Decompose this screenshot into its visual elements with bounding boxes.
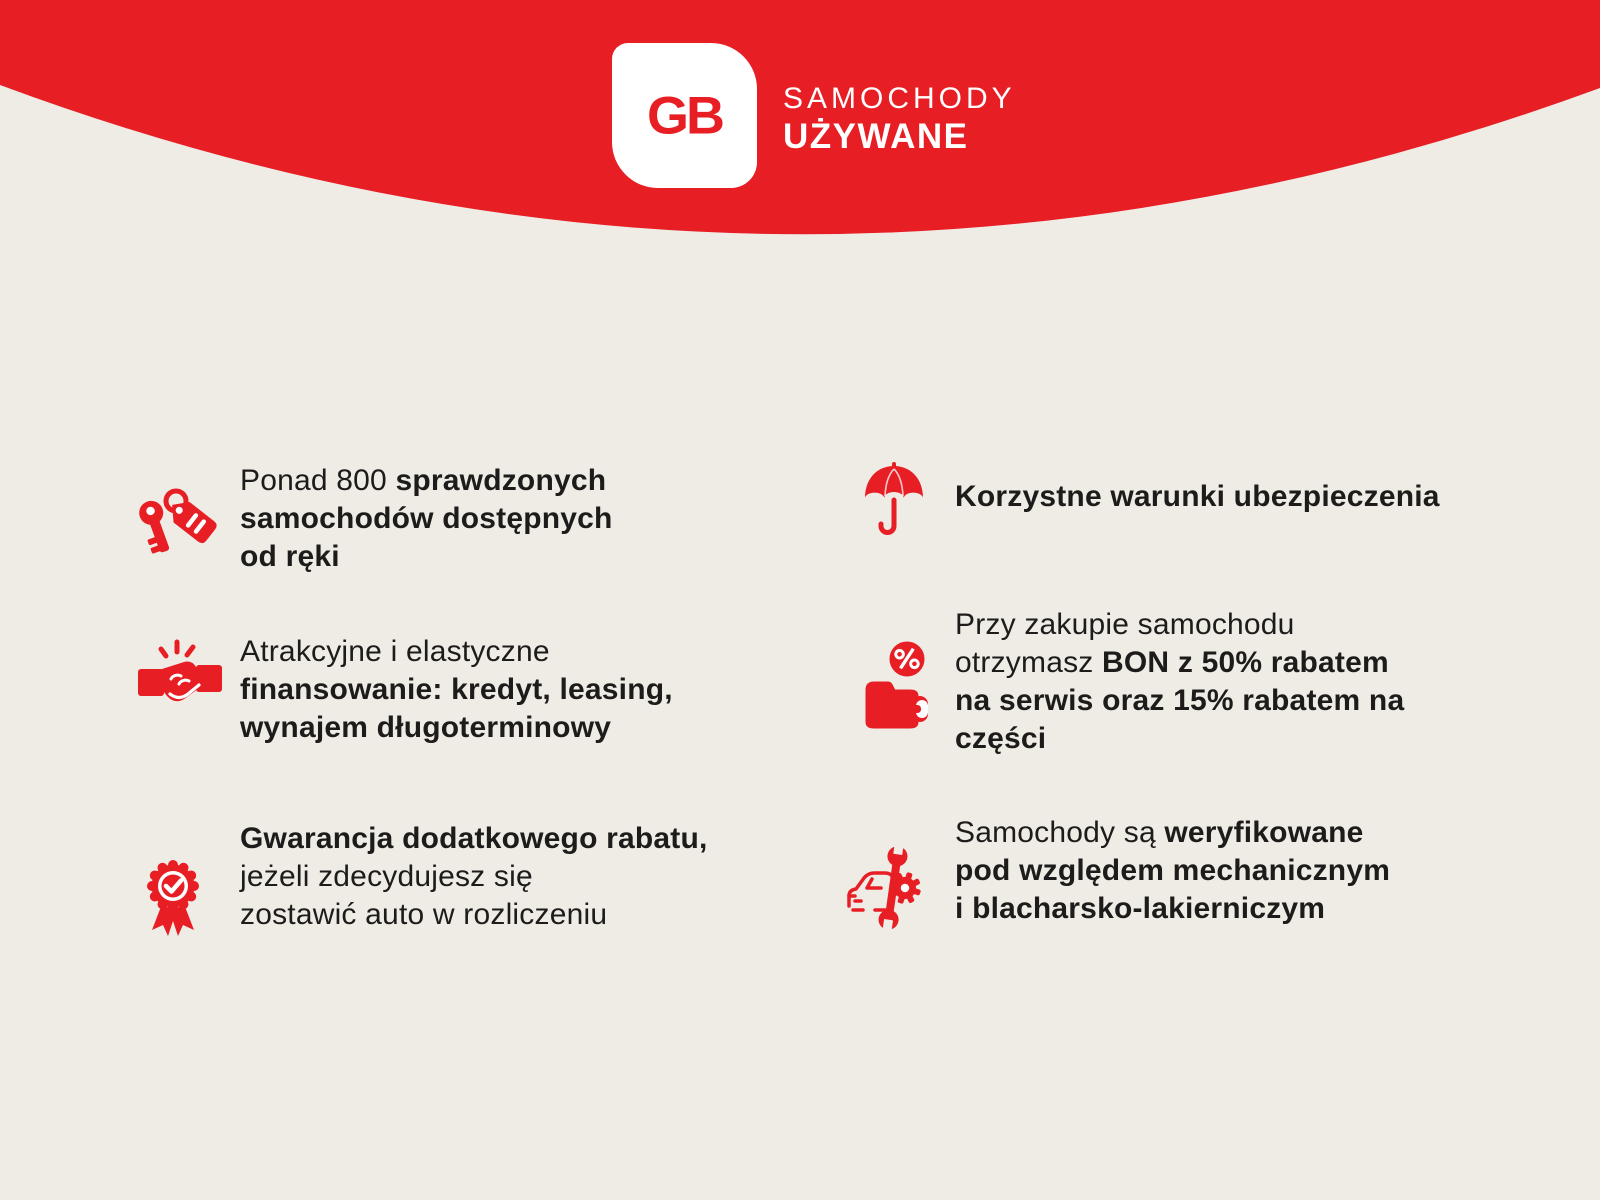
feature-icon-box (136, 633, 240, 715)
feature-text-financing: Atrakcyjne i elastyczne finansowanie: kredyt, leasing, wynajem długoterminowy (240, 635, 673, 744)
feature-discount-guarantee (136, 820, 708, 948)
wallet-discount-icon (862, 638, 928, 734)
feature-icon-box (136, 462, 240, 556)
feature-financing (136, 633, 673, 747)
feature-text-verification: Samochody są weryfikowane pod względem mechanicznym i blacharsko-lakierniczym (955, 816, 1391, 925)
car-key-tag-icon (136, 486, 222, 556)
brand-line-2: UŻYWANE (783, 117, 969, 156)
feature-text-insurance: Korzystne warunki ubezpieczenia (955, 480, 1440, 513)
feature-available-cars (136, 462, 613, 576)
brand-line-1: SAMOCHODY (783, 82, 1016, 115)
feature-icon-box (852, 462, 955, 542)
feature-icon-box (852, 606, 955, 734)
feature-icon-box (845, 814, 955, 934)
badge-check-icon (144, 856, 202, 948)
feature-icon-box (136, 820, 240, 948)
feature-text-service-bonus: Przy zakupie samochodu otrzymasz BON z 50% rabatem na serwis oraz 15% rabatem na części (955, 608, 1405, 755)
feature-insurance (852, 462, 1440, 542)
header-curve (0, 0, 1600, 400)
feature-text-discount-guarantee: Gwarancja dodatkowego rabatu, jeżeli zdecydujesz się zostawić auto w rozliczeniu (240, 822, 708, 931)
feature-service-bonus (852, 606, 1404, 758)
car-service-icon (845, 842, 921, 934)
feature-verification (845, 814, 1390, 934)
gb-logo-text: GB (647, 86, 722, 145)
feature-text-available-cars: Ponad 800 sprawdzonych samochodów dostępnych od ręki (240, 464, 613, 573)
gb-logo (612, 43, 757, 188)
brand-wordmark (783, 82, 1016, 156)
handshake-icon (138, 639, 222, 715)
umbrella-icon (862, 462, 926, 542)
